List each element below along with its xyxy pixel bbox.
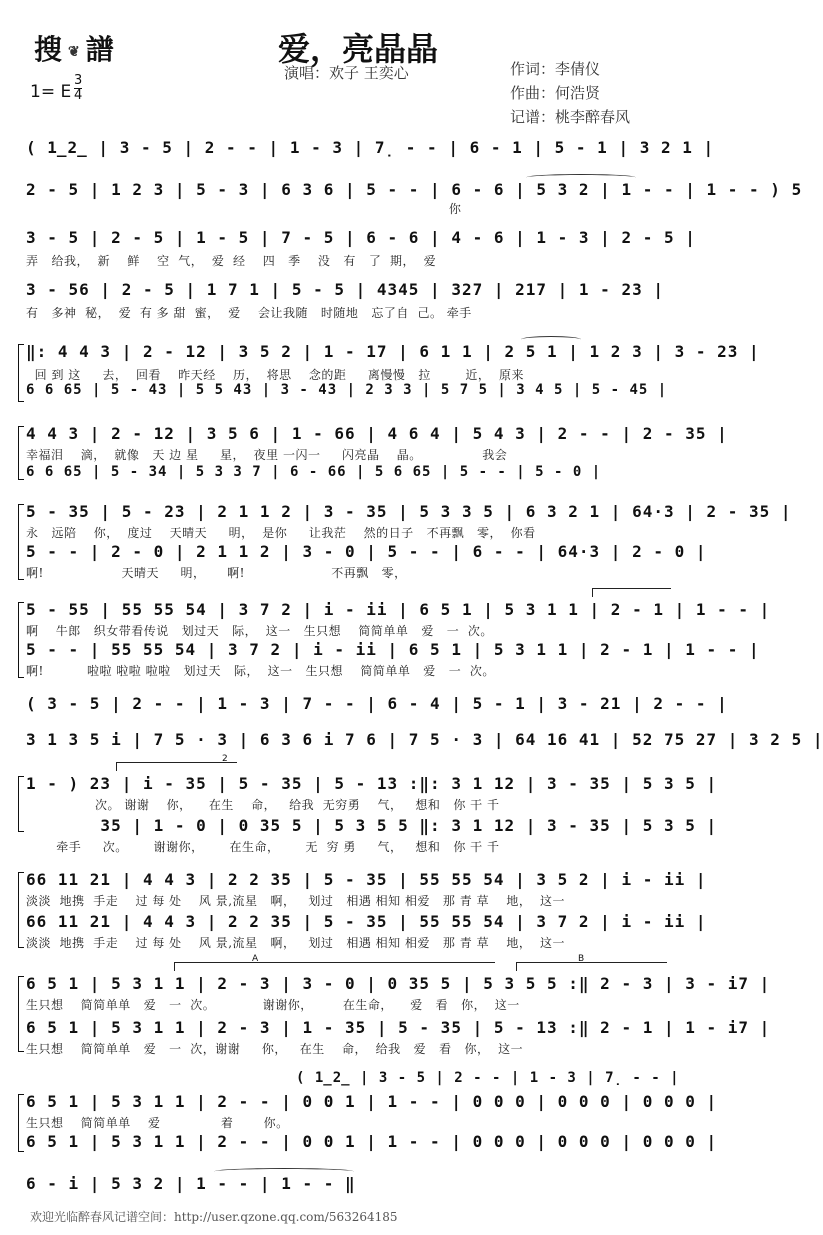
volta-label: 2: [222, 754, 228, 764]
intro-recall-line: ( 1̲2̲ | 3 - 5 | 2 - - | 1 - 3 | 7̣ - - |: [296, 1070, 680, 1086]
volta-bracket: [516, 962, 667, 971]
time-bottom: 4: [74, 88, 83, 103]
volta-label: A: [252, 954, 259, 964]
notes-line-voice-2: 6 6 65 | 5 - 43 | 5 5 43 | 3 - 43 | 2 3 3 | 5 7 5 | 3 4 5 | 5 - 45 |: [26, 382, 668, 398]
notes-line-voice-2: 35 | 1 - 0 | 0 35 5 | 5 3 5 5 ‖: 3 1 12 | 3 - 35 | 5 3 5 |: [26, 816, 718, 835]
lyrics-line-voice-1: 永 远陪 你， 度过 天晴天 明， 是你 让我茫 然的日子 不再飘 零， 你看: [26, 526, 536, 540]
key-signature: 1= E: [30, 82, 72, 102]
notes-line: 6 - i | 5 3 2 | 1 - - | 1 - - ‖: [26, 1174, 356, 1193]
voice-bracket: [18, 776, 24, 832]
lyrics-line-voice-2: 牵手 次。 谢谢你， 在生命， 无 穷 勇 气， 想和 你 干 千: [26, 840, 500, 854]
leaf-icon: ❦: [68, 43, 84, 60]
notes-line: 3 - 56 | 2 - 5 | 1 7 1 | 5 - 5 | 4345 | 327 | 217 | 1 - 23 |: [26, 280, 664, 299]
notes-line-voice-2: 6 5 1 | 5 3 1 1 | 2 - 3 | 1 - 35 | 5 - 35 | 5 - 13 :‖ 2 - 1 | 1 - i7 |: [26, 1018, 771, 1037]
notes-line-voice-2: 6 5 1 | 5 3 1 1 | 2 - - | 0 0 1 | 1 - - | 0 0 0 | 0 0 0 | 0 0 0 |: [26, 1132, 718, 1151]
notes-line-voice-1: 4 4 3 | 2 - 12 | 3 5 6 | 1 - 66 | 4 6 4 | 5 4 3 | 2 - - | 2 - 35 |: [26, 424, 728, 443]
notes-line-voice-1: 6 5 1 | 5 3 1 1 | 2 - 3 | 3 - 0 | 0 35 5 | 5 3 5 5 :‖ 2 - 3 | 3 - i7 |: [26, 974, 771, 993]
notes-line-voice-1: ‖: 4 4 3 | 2 - 12 | 3 5 2 | 1 - 17 | 6 1 1 | 2 5 1 | 1 2 3 | 3 - 23 |: [26, 342, 760, 361]
lyrics-line-voice-1: 次。 谢谢 你， 在生 命， 给我 无穷勇 气， 想和 你 干 千: [26, 798, 500, 812]
composer: 作曲：何浩贤: [510, 84, 601, 102]
notes-line: ( 3 - 5 | 2 - - | 1 - 3 | 7 - - | 6 - 4 | 5 - 1 | 3 - 21 | 2 - - |: [26, 694, 728, 713]
lyrics-line-voice-2: 啊! 啦啦 啦啦 啦啦 划过天 际， 这一 生只想 简简单单 爱 一 次。: [26, 664, 495, 678]
time-signature: [74, 74, 82, 103]
notes-line-voice-1: 5 - 35 | 5 - 23 | 2 1 1 2 | 3 - 35 | 5 3 3 5 | 6 3 2 1 | 64·3 | 2 - 35 |: [26, 502, 792, 521]
voice-bracket: [18, 602, 24, 678]
lyrics-line-voice-1: 回 到 这 去， 回看 昨天经 历， 将思 念的距 离慢慢 拉 近， 原来: [26, 368, 525, 382]
singers: 演唱：欢子 王奕心: [284, 64, 409, 82]
lyrics-line-voice-1: 淡淡 地携 手走 过 每 处 风 景,流星 啊， 划过 相遇 相知 相爱 那 青 草 地， 这一: [26, 894, 565, 908]
notes-line-voice-2: 66 11 21 | 4 4 3 | 2 2 35 | 5 - 35 | 55 55 54 | 3 7 2 | i - ii |: [26, 912, 707, 931]
lyrics-line-voice-2: 淡淡 地携 手走 过 每 处 风 景,流星 啊， 划过 相遇 相知 相爱 那 青 草 地， 这一: [26, 936, 565, 950]
slur: [521, 336, 581, 343]
lyrics-line-voice-1: 幸福泪 滴， 就像 天 边 星 星， 夜里 一闪一 闪亮晶 晶。 我会: [26, 448, 508, 462]
lyricist: 作词：李倩仪: [510, 60, 601, 78]
song-title: 爱，亮晶晶: [278, 30, 439, 68]
notes-line: 2 - 5 | 1 2 3 | 5 - 3 | 6 3 6 | 5 - - | 6 - 6 | 5 3 2 | 1 - - | 1 - - ) 5: [26, 180, 803, 199]
notes-line: 3 - 5 | 2 - 5 | 1 - 5 | 7 - 5 | 6 - 6 | 4 - 6 | 1 - 3 | 2 - 5 |: [26, 228, 696, 247]
lyrics-line: 有 多神 秘， 爱 有 多 甜 蜜， 爱 会让我随 时随地 忘了自 己。 牵手: [26, 306, 472, 320]
lyrics-line-voice-1: 啊 牛郎 织女带看传说 划过天 际， 这一 生只想 简简单单 爱 一 次。: [26, 624, 493, 638]
slur: [526, 174, 636, 181]
lyrics-line: 弄 给我， 新 鲜 空 气， 爱 经 四 季 没 有 了 期， 爱: [26, 254, 437, 268]
lyrics-line-voice-2: 生只想 简简单单 爱 一 次，谢谢 你， 在生 命， 给我 爱 看 你， 这一: [26, 1042, 524, 1056]
notes-line-voice-1: 5 - 55 | 55 55 54 | 3 7 2 | i - ii | 6 5 1 | 5 3 1 1 | 2 - 1 | 1 - - |: [26, 600, 771, 619]
transcriber: 记谱：桃李醉春风: [510, 108, 631, 126]
volta-label: B: [578, 954, 585, 964]
notes-line-voice-1: 66 11 21 | 4 4 3 | 2 2 35 | 5 - 35 | 55 55 54 | 3 5 2 | i - ii |: [26, 870, 707, 889]
time-top: 3: [74, 73, 83, 88]
notes-line-voice-1: 6 5 1 | 5 3 1 1 | 2 - - | 0 0 1 | 1 - - | 0 0 0 | 0 0 0 | 0 0 0 |: [26, 1092, 718, 1111]
notes-line-voice-2: 5 - - | 2 - 0 | 2 1 1 2 | 3 - 0 | 5 - - | 6 - - | 64·3 | 2 - 0 |: [26, 542, 707, 561]
notes-line-voice-1: 1 - ) 23 | i - 35 | 5 - 35 | 5 - 13 :‖: 3 1 12 | 3 - 35 | 5 3 5 |: [26, 774, 718, 793]
footer-credit[interactable]: 欢迎光临醉春风记谱空间：http://user.qzone.qq.com/563264185: [30, 1210, 398, 1224]
notes-line-voice-2: 5 - - | 55 55 54 | 3 7 2 | i - ii | 6 5 1 | 5 3 1 1 | 2 - 1 | 1 - - |: [26, 640, 760, 659]
lyrics-line-voice-1: 生只想 简简单单 爱 着 你。: [26, 1116, 289, 1130]
notes-line: ( 1̲2̲ | 3 - 5 | 2 - - | 1 - 3 | 7̣ - - | 6 - 1 | 5 - 1 | 3 2 1 |: [26, 138, 715, 157]
voice-bracket: [18, 426, 24, 480]
notes-line-voice-2: 6 6 65 | 5 - 34 | 5 3 3 7 | 6 - 66 | 5 6 65 | 5 - - | 5 - 0 |: [26, 464, 602, 480]
volta-bracket: [116, 762, 237, 771]
lyrics-line-voice-1: 生只想 简简单单 爱 一 次。 谢谢你， 在生命， 爱 看 你， 这一: [26, 998, 520, 1012]
voice-bracket: [18, 872, 24, 948]
notes-line: 3 1 3 5 i | 7 5 · 3 | 6 3 6 i 7 6 | 7 5 · 3 | 64 16 41 | 52 75 27 | 3 2 5 |: [26, 730, 823, 749]
logo-char-right: 譜: [85, 33, 118, 66]
voice-bracket: [18, 504, 24, 580]
lyrics-line: 你: [26, 202, 462, 216]
volta-bracket: [174, 962, 495, 971]
logo-char-left: 搜: [34, 33, 67, 66]
voice-bracket: [18, 976, 24, 1052]
logo[interactable]: [34, 28, 118, 68]
lyrics-line-voice-2: 啊! 天晴天 明， 啊! 不再飘 零，: [26, 566, 407, 580]
voice-bracket: [18, 344, 24, 402]
volta-bracket: [592, 588, 671, 597]
voice-bracket: [18, 1094, 24, 1152]
